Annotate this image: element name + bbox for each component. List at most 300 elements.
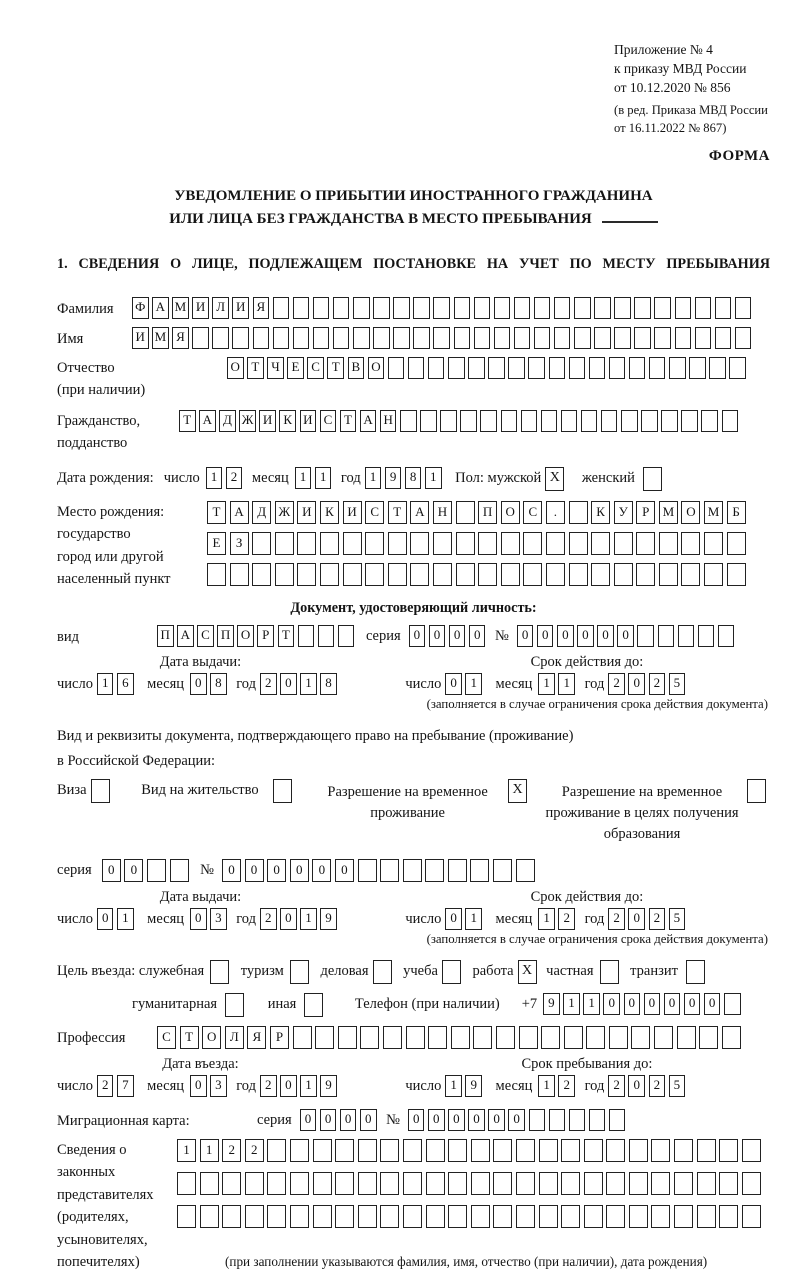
char-cell[interactable]: 1 — [300, 673, 317, 695]
char-cell[interactable]: . — [546, 501, 565, 524]
char-cell[interactable] — [207, 563, 226, 586]
char-cell[interactable]: 2 — [608, 908, 625, 930]
char-cell[interactable] — [333, 297, 350, 319]
char-cell[interactable]: К — [591, 501, 610, 524]
char-cell[interactable]: 2 — [226, 467, 243, 489]
birth-year-input[interactable] — [365, 467, 445, 489]
char-cell[interactable]: П — [157, 625, 174, 647]
char-cell[interactable] — [313, 1172, 332, 1195]
char-cell[interactable] — [699, 1026, 718, 1049]
char-cell[interactable] — [493, 1139, 512, 1162]
char-cell[interactable]: 2 — [245, 1139, 264, 1162]
char-cell[interactable] — [609, 357, 626, 379]
char-cell[interactable] — [494, 327, 511, 349]
char-cell[interactable]: А — [360, 410, 377, 432]
char-cell[interactable] — [297, 563, 316, 586]
char-cell[interactable] — [539, 1139, 558, 1162]
entry-year-input[interactable] — [260, 1075, 340, 1097]
char-cell[interactable] — [267, 1172, 286, 1195]
char-cell[interactable]: 1 — [538, 1075, 555, 1097]
char-cell[interactable] — [704, 563, 723, 586]
id-issue-year-input[interactable] — [260, 673, 340, 695]
char-cell[interactable]: 1 — [465, 908, 482, 930]
char-cell[interactable]: Т — [340, 410, 357, 432]
char-cell[interactable]: 0 — [468, 1109, 485, 1131]
char-cell[interactable] — [681, 532, 700, 555]
char-cell[interactable] — [433, 532, 452, 555]
char-cell[interactable]: С — [320, 410, 337, 432]
birthplace-input-row3[interactable] — [207, 563, 749, 586]
char-cell[interactable]: 0 — [448, 1109, 465, 1131]
birth-month-input[interactable] — [295, 467, 335, 489]
char-cell[interactable] — [698, 625, 715, 647]
char-cell[interactable] — [380, 1172, 399, 1195]
char-cell[interactable] — [343, 532, 362, 555]
char-cell[interactable]: И — [132, 327, 149, 349]
char-cell[interactable] — [516, 859, 535, 882]
char-cell[interactable] — [569, 563, 588, 586]
char-cell[interactable]: М — [659, 501, 678, 524]
char-cell[interactable] — [267, 1205, 286, 1228]
char-cell[interactable] — [681, 563, 700, 586]
char-cell[interactable]: 0 — [684, 993, 701, 1015]
char-cell[interactable]: 0 — [445, 908, 462, 930]
char-cell[interactable]: Т — [247, 357, 264, 379]
char-cell[interactable] — [318, 625, 335, 647]
char-cell[interactable] — [471, 1172, 490, 1195]
char-cell[interactable] — [456, 563, 475, 586]
temp-residence-checkbox[interactable] — [508, 779, 531, 803]
char-cell[interactable]: 0 — [449, 625, 466, 647]
char-cell[interactable] — [440, 410, 457, 432]
char-cell[interactable]: И — [343, 501, 362, 524]
char-cell[interactable] — [724, 993, 741, 1015]
char-cell[interactable] — [177, 1172, 196, 1195]
char-cell[interactable]: К — [279, 410, 296, 432]
char-cell[interactable]: Б — [727, 501, 746, 524]
citizenship-input[interactable] — [179, 410, 742, 432]
char-cell[interactable] — [426, 1139, 445, 1162]
char-cell[interactable] — [275, 563, 294, 586]
char-cell[interactable] — [388, 532, 407, 555]
char-cell[interactable] — [621, 410, 638, 432]
char-cell[interactable] — [501, 563, 520, 586]
char-cell[interactable]: 0 — [704, 993, 721, 1015]
char-cell[interactable]: О — [237, 625, 254, 647]
char-cell[interactable] — [313, 297, 330, 319]
char-cell[interactable] — [574, 327, 591, 349]
char-cell[interactable] — [393, 327, 410, 349]
char-cell[interactable] — [675, 327, 692, 349]
char-cell[interactable]: Н — [380, 410, 397, 432]
char-cell[interactable] — [488, 357, 505, 379]
char-cell[interactable] — [275, 532, 294, 555]
purpose-tourism-checkbox[interactable] — [290, 960, 313, 984]
char-cell[interactable] — [606, 1172, 625, 1195]
char-cell[interactable] — [273, 779, 292, 803]
char-cell[interactable] — [313, 1139, 332, 1162]
sex-female-checkbox[interactable] — [643, 467, 666, 491]
char-cell[interactable]: Е — [207, 532, 226, 555]
char-cell[interactable]: 1 — [445, 1075, 462, 1097]
char-cell[interactable] — [718, 625, 735, 647]
char-cell[interactable] — [293, 327, 310, 349]
char-cell[interactable] — [290, 960, 309, 984]
char-cell[interactable] — [600, 960, 619, 984]
char-cell[interactable]: 0 — [340, 1109, 357, 1131]
char-cell[interactable] — [320, 532, 339, 555]
char-cell[interactable] — [360, 1026, 379, 1049]
birthplace-input-row2[interactable] — [207, 532, 749, 555]
representatives-input-row2[interactable] — [177, 1172, 764, 1195]
surname-input[interactable] — [132, 297, 755, 319]
char-cell[interactable]: 9 — [320, 1075, 337, 1097]
char-cell[interactable]: У — [614, 501, 633, 524]
char-cell[interactable]: С — [197, 625, 214, 647]
char-cell[interactable] — [478, 532, 497, 555]
migration-series-input[interactable] — [300, 1109, 380, 1131]
char-cell[interactable] — [433, 563, 452, 586]
permit-issue-year-input[interactable] — [260, 908, 340, 930]
char-cell[interactable] — [516, 1139, 535, 1162]
char-cell[interactable] — [365, 563, 384, 586]
char-cell[interactable]: Р — [270, 1026, 289, 1049]
char-cell[interactable]: 1 — [117, 908, 134, 930]
char-cell[interactable]: 3 — [210, 908, 227, 930]
char-cell[interactable] — [493, 859, 512, 882]
char-cell[interactable] — [677, 1026, 696, 1049]
char-cell[interactable] — [442, 960, 461, 984]
permit-issue-day-input[interactable] — [97, 908, 137, 930]
char-cell[interactable] — [634, 297, 651, 319]
char-cell[interactable] — [523, 563, 542, 586]
char-cell[interactable] — [253, 327, 270, 349]
char-cell[interactable] — [393, 297, 410, 319]
char-cell[interactable] — [335, 1139, 354, 1162]
char-cell[interactable] — [501, 532, 520, 555]
entry-day-input[interactable] — [97, 1075, 137, 1097]
char-cell[interactable]: 9 — [465, 1075, 482, 1097]
char-cell[interactable] — [546, 532, 565, 555]
char-cell[interactable] — [561, 410, 578, 432]
char-cell[interactable]: И — [300, 410, 317, 432]
char-cell[interactable]: О — [368, 357, 385, 379]
char-cell[interactable]: Н — [433, 501, 452, 524]
char-cell[interactable]: П — [478, 501, 497, 524]
char-cell[interactable]: О — [202, 1026, 221, 1049]
char-cell[interactable]: А — [410, 501, 429, 524]
char-cell[interactable]: 2 — [608, 673, 625, 695]
char-cell[interactable]: 1 — [538, 908, 555, 930]
char-cell[interactable]: И — [297, 501, 316, 524]
char-cell[interactable] — [589, 1109, 606, 1131]
char-cell[interactable]: 6 — [117, 673, 134, 695]
doc-number-input[interactable] — [517, 625, 738, 647]
temp-residence-edu-checkbox[interactable] — [747, 779, 770, 803]
purpose-study-checkbox[interactable] — [442, 960, 465, 984]
char-cell[interactable] — [413, 327, 430, 349]
char-cell[interactable]: К — [320, 501, 339, 524]
char-cell[interactable]: 1 — [315, 467, 332, 489]
char-cell[interactable]: Р — [636, 501, 655, 524]
char-cell[interactable] — [383, 1026, 402, 1049]
char-cell[interactable]: 0 — [628, 673, 645, 695]
char-cell[interactable]: С — [365, 501, 384, 524]
char-cell[interactable] — [448, 1172, 467, 1195]
char-cell[interactable] — [403, 1172, 422, 1195]
char-cell[interactable] — [516, 1205, 535, 1228]
char-cell[interactable] — [516, 1172, 535, 1195]
char-cell[interactable] — [298, 625, 315, 647]
char-cell[interactable] — [403, 1205, 422, 1228]
char-cell[interactable] — [406, 1026, 425, 1049]
char-cell[interactable] — [508, 357, 525, 379]
char-cell[interactable] — [456, 532, 475, 555]
char-cell[interactable] — [290, 1172, 309, 1195]
permit-series-input[interactable] — [102, 859, 192, 882]
char-cell[interactable] — [373, 297, 390, 319]
migration-number-input[interactable] — [408, 1109, 629, 1131]
char-cell[interactable] — [564, 1026, 583, 1049]
char-cell[interactable] — [380, 1205, 399, 1228]
char-cell[interactable] — [569, 501, 588, 524]
char-cell[interactable]: М — [704, 501, 723, 524]
char-cell[interactable] — [245, 1205, 264, 1228]
char-cell[interactable]: 0 — [222, 859, 241, 882]
char-cell[interactable]: Д — [252, 501, 271, 524]
char-cell[interactable]: Ф — [132, 297, 149, 319]
char-cell[interactable] — [501, 410, 518, 432]
char-cell[interactable]: С — [307, 357, 324, 379]
char-cell[interactable] — [674, 1172, 693, 1195]
char-cell[interactable]: 2 — [649, 1075, 666, 1097]
char-cell[interactable] — [365, 532, 384, 555]
char-cell[interactable]: 2 — [608, 1075, 625, 1097]
char-cell[interactable]: 1 — [465, 673, 482, 695]
purpose-private-checkbox[interactable] — [600, 960, 623, 984]
char-cell[interactable]: 0 — [102, 859, 121, 882]
char-cell[interactable] — [91, 779, 110, 803]
char-cell[interactable] — [589, 357, 606, 379]
char-cell[interactable] — [460, 410, 477, 432]
char-cell[interactable] — [192, 327, 209, 349]
char-cell[interactable]: 0 — [517, 625, 534, 647]
char-cell[interactable]: Е — [287, 357, 304, 379]
permit-valid-day-input[interactable] — [445, 908, 485, 930]
char-cell[interactable]: 1 — [200, 1139, 219, 1162]
char-cell[interactable] — [519, 1026, 538, 1049]
char-cell[interactable] — [549, 1109, 566, 1131]
char-cell[interactable] — [210, 960, 229, 984]
char-cell[interactable] — [541, 410, 558, 432]
char-cell[interactable] — [629, 1172, 648, 1195]
char-cell[interactable]: 0 — [280, 908, 297, 930]
id-issue-month-input[interactable] — [190, 673, 230, 695]
char-cell[interactable] — [170, 859, 189, 882]
char-cell[interactable] — [521, 410, 538, 432]
char-cell[interactable]: 2 — [649, 673, 666, 695]
char-cell[interactable]: 0 — [290, 859, 309, 882]
char-cell[interactable]: 0 — [280, 1075, 297, 1097]
char-cell[interactable]: 8 — [320, 673, 337, 695]
char-cell[interactable] — [388, 563, 407, 586]
stay-day-input[interactable] — [445, 1075, 485, 1097]
representatives-input-row1[interactable] — [177, 1139, 764, 1162]
char-cell[interactable] — [601, 410, 618, 432]
char-cell[interactable]: 5 — [669, 908, 686, 930]
char-cell[interactable]: 1 — [97, 673, 114, 695]
char-cell[interactable] — [448, 1139, 467, 1162]
char-cell[interactable] — [410, 563, 429, 586]
char-cell[interactable] — [539, 1205, 558, 1228]
id-valid-month-input[interactable] — [538, 673, 578, 695]
char-cell[interactable] — [400, 410, 417, 432]
char-cell[interactable] — [747, 779, 766, 803]
char-cell[interactable] — [574, 297, 591, 319]
char-cell[interactable] — [654, 327, 671, 349]
char-cell[interactable]: 0 — [312, 859, 331, 882]
doc-series-input[interactable] — [409, 625, 489, 647]
char-cell[interactable] — [678, 625, 695, 647]
char-cell[interactable] — [343, 563, 362, 586]
char-cell[interactable] — [704, 532, 723, 555]
char-cell[interactable]: В — [348, 357, 365, 379]
char-cell[interactable]: 0 — [628, 908, 645, 930]
char-cell[interactable] — [541, 1026, 560, 1049]
char-cell[interactable] — [454, 327, 471, 349]
char-cell[interactable] — [651, 1172, 670, 1195]
char-cell[interactable]: Т — [327, 357, 344, 379]
char-cell[interactable] — [554, 327, 571, 349]
permit-valid-month-input[interactable] — [538, 908, 578, 930]
char-cell[interactable]: 0 — [190, 1075, 207, 1097]
permit-number-input[interactable] — [222, 859, 538, 882]
char-cell[interactable]: Я — [172, 327, 189, 349]
char-cell[interactable] — [686, 960, 705, 984]
char-cell[interactable]: 3 — [210, 1075, 227, 1097]
char-cell[interactable]: X — [508, 779, 527, 803]
char-cell[interactable] — [554, 297, 571, 319]
char-cell[interactable] — [697, 1139, 716, 1162]
char-cell[interactable] — [315, 1026, 334, 1049]
char-cell[interactable] — [681, 410, 698, 432]
char-cell[interactable] — [561, 1205, 580, 1228]
char-cell[interactable] — [606, 1139, 625, 1162]
char-cell[interactable] — [293, 1026, 312, 1049]
phone-input[interactable] — [543, 993, 744, 1015]
char-cell[interactable] — [358, 859, 377, 882]
char-cell[interactable] — [742, 1205, 761, 1228]
char-cell[interactable]: Т — [388, 501, 407, 524]
char-cell[interactable] — [581, 410, 598, 432]
char-cell[interactable] — [373, 327, 390, 349]
char-cell[interactable]: 0 — [124, 859, 143, 882]
id-issue-day-input[interactable] — [97, 673, 137, 695]
char-cell[interactable]: 2 — [558, 908, 575, 930]
char-cell[interactable] — [304, 993, 323, 1017]
char-cell[interactable]: 0 — [190, 908, 207, 930]
char-cell[interactable] — [496, 1026, 515, 1049]
char-cell[interactable]: 2 — [260, 908, 277, 930]
char-cell[interactable] — [631, 1026, 650, 1049]
char-cell[interactable]: М — [152, 327, 169, 349]
char-cell[interactable]: Ж — [239, 410, 256, 432]
char-cell[interactable]: 0 — [557, 625, 574, 647]
char-cell[interactable] — [232, 327, 249, 349]
char-cell[interactable] — [549, 357, 566, 379]
char-cell[interactable] — [634, 327, 651, 349]
char-cell[interactable]: Л — [212, 297, 229, 319]
char-cell[interactable] — [674, 1139, 693, 1162]
birth-day-input[interactable] — [206, 467, 246, 489]
char-cell[interactable]: X — [545, 467, 564, 491]
char-cell[interactable]: 2 — [649, 908, 666, 930]
char-cell[interactable] — [373, 960, 392, 984]
char-cell[interactable]: Ч — [267, 357, 284, 379]
char-cell[interactable]: 0 — [360, 1109, 377, 1131]
char-cell[interactable]: 1 — [300, 1075, 317, 1097]
char-cell[interactable]: 0 — [280, 673, 297, 695]
char-cell[interactable] — [494, 297, 511, 319]
purpose-business-checkbox[interactable] — [373, 960, 396, 984]
char-cell[interactable] — [426, 1172, 445, 1195]
char-cell[interactable]: Т — [207, 501, 226, 524]
char-cell[interactable] — [420, 410, 437, 432]
char-cell[interactable]: 2 — [222, 1139, 241, 1162]
char-cell[interactable] — [674, 1205, 693, 1228]
char-cell[interactable] — [493, 1205, 512, 1228]
char-cell[interactable]: 0 — [429, 625, 446, 647]
char-cell[interactable]: 0 — [597, 625, 614, 647]
char-cell[interactable] — [333, 327, 350, 349]
char-cell[interactable] — [715, 297, 732, 319]
char-cell[interactable] — [514, 297, 531, 319]
char-cell[interactable]: 1 — [206, 467, 223, 489]
char-cell[interactable]: 1 — [177, 1139, 196, 1162]
char-cell[interactable] — [709, 357, 726, 379]
char-cell[interactable] — [267, 1139, 286, 1162]
char-cell[interactable] — [297, 532, 316, 555]
char-cell[interactable] — [478, 563, 497, 586]
char-cell[interactable]: 2 — [260, 1075, 277, 1097]
char-cell[interactable] — [715, 327, 732, 349]
sex-male-checkbox[interactable] — [545, 467, 568, 491]
char-cell[interactable]: 0 — [335, 859, 354, 882]
char-cell[interactable] — [474, 327, 491, 349]
char-cell[interactable] — [290, 1139, 309, 1162]
char-cell[interactable]: О — [681, 501, 700, 524]
char-cell[interactable]: 0 — [245, 859, 264, 882]
patronymic-input[interactable] — [227, 357, 749, 379]
char-cell[interactable] — [471, 1139, 490, 1162]
char-cell[interactable]: Ж — [275, 501, 294, 524]
char-cell[interactable] — [514, 327, 531, 349]
char-cell[interactable] — [403, 1139, 422, 1162]
char-cell[interactable] — [534, 327, 551, 349]
char-cell[interactable] — [413, 297, 430, 319]
char-cell[interactable] — [584, 1205, 603, 1228]
char-cell[interactable]: Р — [257, 625, 274, 647]
char-cell[interactable] — [569, 532, 588, 555]
char-cell[interactable]: Я — [247, 1026, 266, 1049]
char-cell[interactable] — [609, 1109, 626, 1131]
char-cell[interactable] — [433, 297, 450, 319]
doc-type-input[interactable] — [157, 625, 358, 647]
visa-checkbox[interactable] — [91, 779, 114, 803]
char-cell[interactable] — [569, 357, 586, 379]
char-cell[interactable] — [493, 1172, 512, 1195]
char-cell[interactable] — [252, 532, 271, 555]
